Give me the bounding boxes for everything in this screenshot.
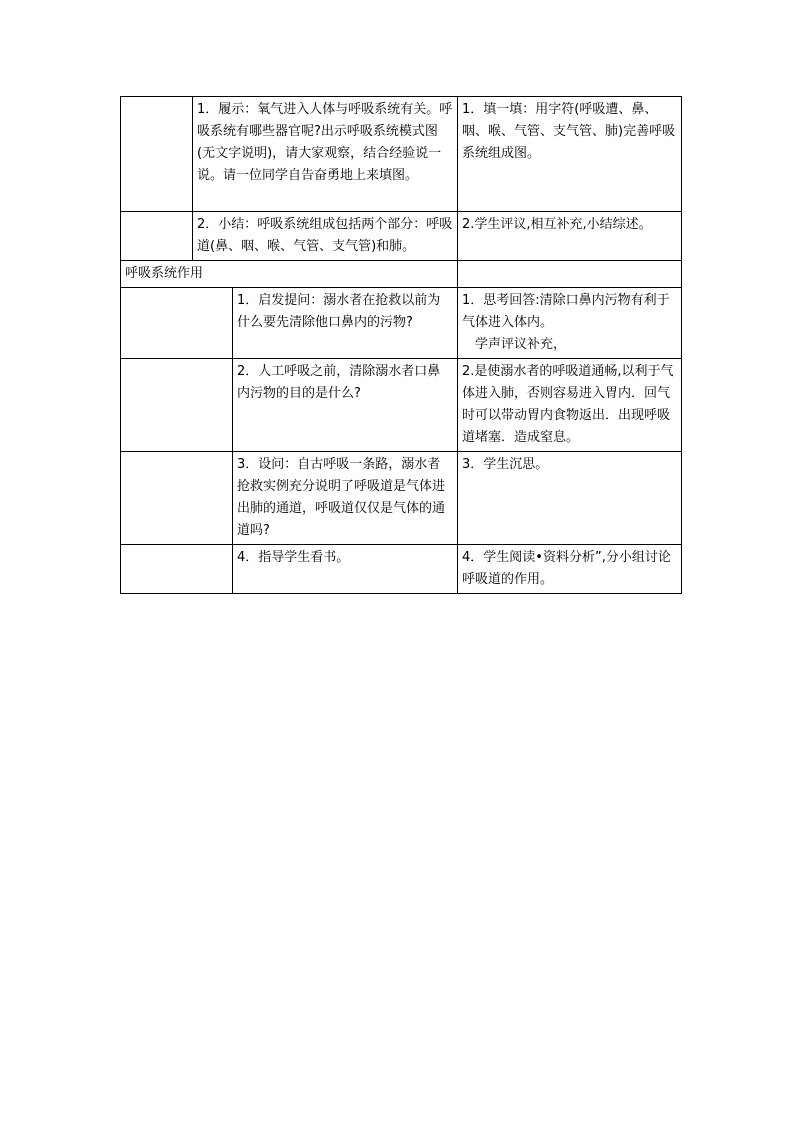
teacher-activity-text: 2．小结：呼吸系统组成包括两个部分：呼吸道(鼻、咽、喉、气管、支气管)和肺。 [197, 217, 453, 254]
teacher-activity-cell [233, 288, 458, 359]
teacher-activity-text: 4．指导学生看书。 [237, 550, 350, 565]
section-title-cell [121, 261, 458, 288]
student-activity-cell [458, 545, 682, 594]
table-row [121, 288, 682, 359]
teacher-activity-text: 2．人工呼吸之前，清除溺水者口鼻内污物的目的是什么? [237, 364, 441, 401]
teacher-activity-text: 1．履示：氧气进入人体与呼吸系统有关。呼吸系统有哪些器官呢?出示呼吸系统模式图(无文字说明)，请大家观察，结合经验说一说。请一位同学自告奋勇地上来填图。 [197, 102, 453, 183]
section-title: 呼吸系统作用 [125, 266, 204, 281]
blank-cell [121, 97, 193, 212]
blank-cell [458, 261, 682, 288]
table-row [121, 97, 682, 212]
student-activity-text: 4．学生阅读•资料分析”,分小组讨论呼吸道的作用。 [462, 550, 671, 587]
student-activity-cell [458, 97, 682, 212]
table-row [121, 452, 682, 545]
student-activity-cell [458, 359, 682, 452]
teacher-activity-text: 1．启发提问：溺水者在抢救以前为什么要先清除他口鼻内的污物? [237, 293, 441, 330]
table-row [121, 545, 682, 594]
student-activity-cell [458, 212, 682, 261]
blank-cell [121, 212, 193, 261]
section-row [121, 261, 682, 288]
blank-cell [121, 288, 233, 359]
blank-cell [121, 359, 233, 452]
teacher-activity-text: 3．设问：自古呼吸一条路，溺水者抢救实例充分说明了呼吸道是气体进出肺的通道，呼吸道仅仅是气体的通道吗? [237, 457, 446, 538]
table-row [121, 359, 682, 452]
teacher-activity-cell [233, 452, 458, 545]
blank-cell [121, 545, 233, 594]
student-activity-cell [458, 452, 682, 545]
blank-cell [121, 452, 233, 545]
teacher-activity-cell [233, 545, 458, 594]
student-activity-text: 2.学生评议,相互补充,小结综述。 [462, 217, 652, 232]
student-activity-text: 1．思考回答:清除口鼻内污物有利于气体进入体内。 学声评议补充， [462, 293, 670, 352]
table-row [121, 212, 682, 261]
teacher-activity-cell [193, 212, 458, 261]
teacher-activity-cell [233, 359, 458, 452]
student-activity-cell [458, 288, 682, 359]
student-activity-text: 3．学生沉思。 [462, 457, 549, 472]
student-activity-text: 1．填一填：用字符(呼吸遭、鼻、咽、喉、气管、支气管、肺)完善呼吸系统组成图。 [462, 102, 676, 161]
lesson-plan-table [120, 96, 682, 594]
student-activity-text: 2.是使溺水者的呼吸道通畅,以利于气体进入肺，否则容易进入胃内．回气时可以带动胃内食物返出．出现呼吸道堵塞．造成窒息。 [462, 364, 674, 445]
teacher-activity-cell [193, 97, 458, 212]
